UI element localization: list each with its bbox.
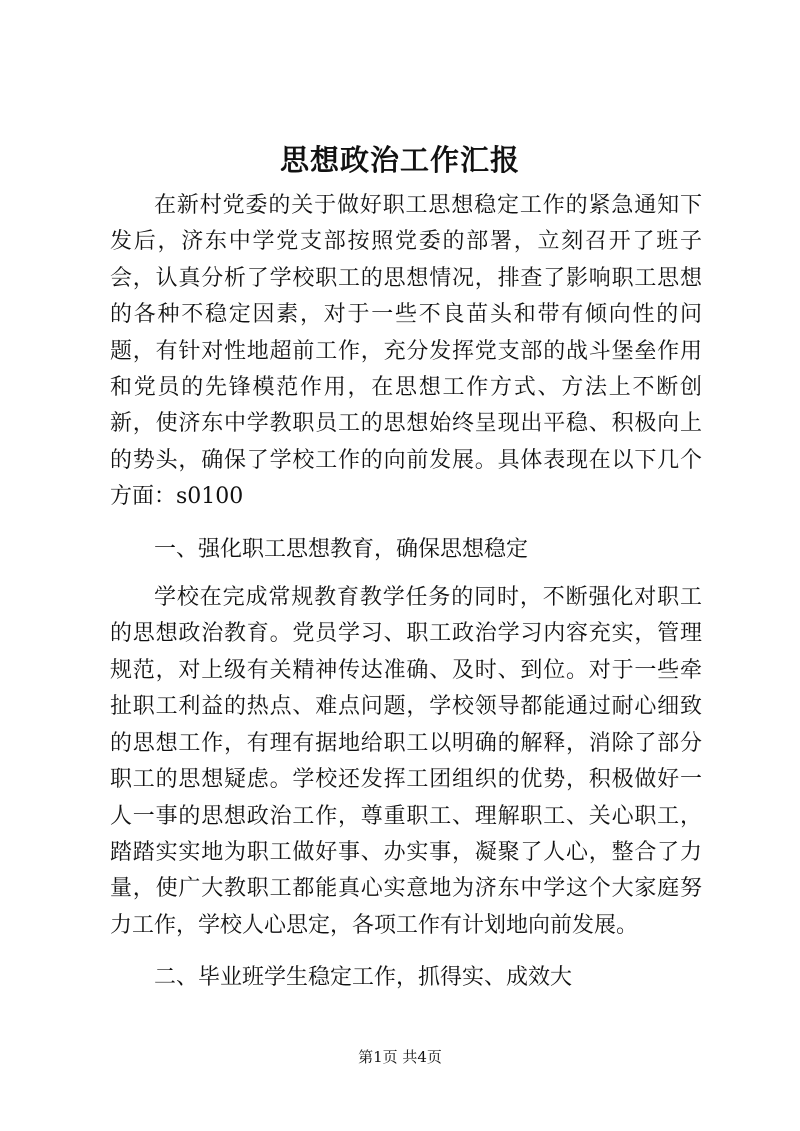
section-heading-1: 一、强化职工思想教育，确保思想稳定 [154, 536, 529, 562]
document-title: 思想政治工作汇报 [279, 143, 520, 177]
paragraph-section-1: 学校在完成常规教育教学任务的同时，不断强化对职工的思想政治教育。党员学习、职工政治学习内容充实，管理规范，对上级有关精神传达准确、及时、到位。对于一些牵扯职工利益的热点、难点问题，学校领导都能通过耐心细致的思想工作，有理有据地给职工以明确的解释，消除了部分职工的思想疑虑。学校还发挥工团组织的优势，积极做好一人一事的思想政治工作，尊重职工、理解职工、关心职工，踏踏实实地为职工做好事、办实事，凝聚了人心，整合了力量，使广大教职工都能真心实意地为济东中学这个大家庭努力工作，学校人心思定，各项工作有计划地向前发展。 [110, 585, 702, 938]
section-heading-2: 二、毕业班学生稳定工作，抓得实、成效大 [154, 965, 573, 991]
paragraph-intro: 在新村党委的关于做好职工思想稳定工作的紧急通知下发后，济东中学党支部按照党委的部署，立刻召开了班子会，认真分析了学校职工的思想情况，排查了影响职工思想的各种不稳定因素，对于一些不良苗头和带有倾向性的问题，有针对性地超前工作，充分发挥党支部的战斗堡垒作用和党员的先锋模范作用，在思想工作方式、方法上不断创新，使济东中学教职员工的思想始终呈现出平稳、积极向上的势头，确保了学校工作的向前发展。具体表现在以下几个方面：s0100 [110, 193, 702, 510]
page-footer: 第1页 共4页 [358, 1048, 442, 1066]
document-body [110, 188, 702, 1009]
